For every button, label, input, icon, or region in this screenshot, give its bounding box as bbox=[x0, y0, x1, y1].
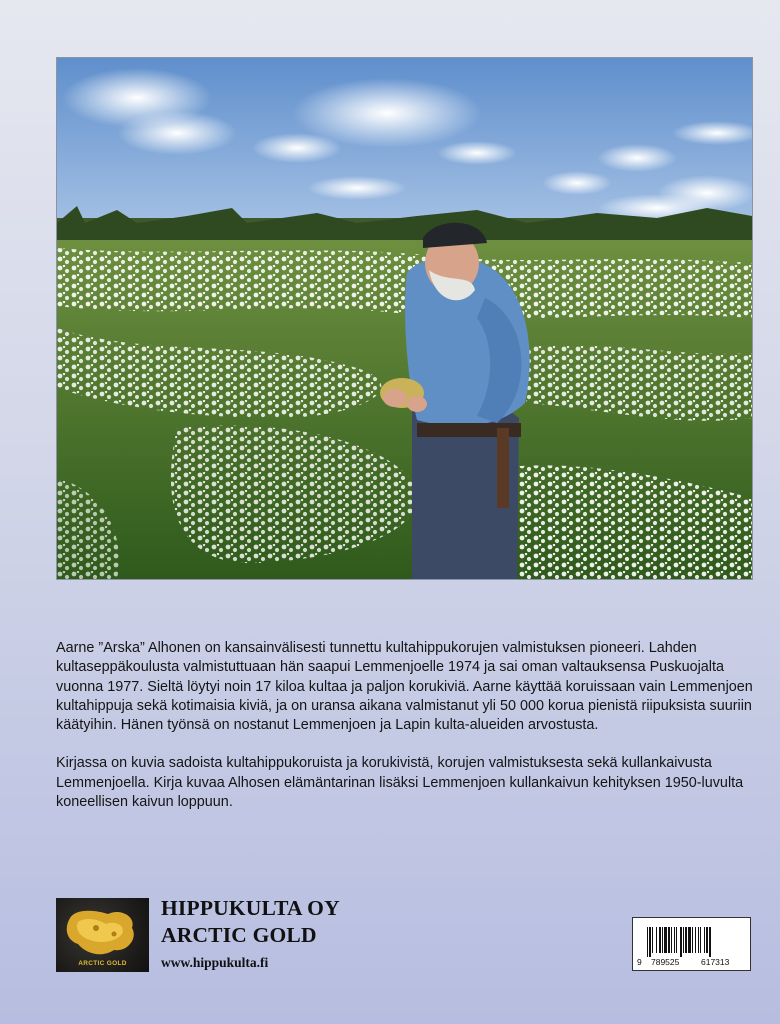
barcode-bar bbox=[652, 927, 653, 953]
barcode-bar bbox=[706, 927, 708, 953]
barcode-bar bbox=[698, 927, 699, 953]
barcode-bar bbox=[680, 927, 682, 957]
barcode-bar bbox=[671, 927, 672, 953]
cover-photo bbox=[56, 57, 753, 580]
barcode-bar bbox=[704, 927, 705, 953]
logo-caption: ARCTIC GOLD bbox=[78, 960, 127, 967]
barcode-bar bbox=[692, 927, 693, 953]
barcode-prefix: 9 bbox=[637, 957, 642, 967]
barcode-bar bbox=[695, 927, 696, 953]
barcode-bar bbox=[656, 927, 657, 953]
publisher-logo bbox=[56, 898, 149, 972]
publisher-name-line-2: ARCTIC GOLD bbox=[161, 923, 317, 947]
barcode-group-1: 789525 bbox=[651, 957, 680, 967]
photo-illustration bbox=[57, 58, 752, 579]
barcode-bar bbox=[700, 927, 701, 953]
barcode-bar bbox=[683, 927, 684, 953]
description-paragraph-1: Aarne ”Arska” Alhonen on kansainvälisesti tunnettu kultahippukorujen valmistuksen pioneeri. Lahden kultaseppäkoulusta valmistuttuaan hän saapui Lemmenjoelle 1974 ja sai oman valtauksensa Puskuojalta vuonna 1977. Sieltä löytyi noin 17 kiloa kultaa ja paljon korukiviä. Aarne käyttää koruissaan vain Lemmenjoen kultahippuja sekä kotimaisia kiviä, ja on uransa aikana valmistanut yli 50 000 korua pienistä riipuksista suuriin käätyihin. Hänen työnsä on nostanut Lemmenjoen ja Lapin kulta-alueiden arvostusta. bbox=[56, 640, 753, 734]
barcode-bar bbox=[685, 927, 687, 953]
barcode-bar bbox=[659, 927, 661, 953]
description-text bbox=[56, 639, 756, 831]
barcode-bar bbox=[688, 927, 691, 953]
publisher-name-line-1: HIPPUKULTA OY bbox=[161, 896, 340, 920]
barcode-bar bbox=[668, 927, 670, 953]
description-paragraph-2: Kirjassa on kuvia sadoista kultahippukoruista ja korukivistä, korujen valmistuksesta sekä kullankaivusta Lemmenjoella. Kirja kuvaa Alhosen elämäntarinan lisäksi Lemmenjoen kullankaivun kehityksen 1950-luvulta koneellisen kaivun loppuun. bbox=[56, 755, 744, 811]
barcode-bar bbox=[649, 927, 651, 957]
barcode-bar bbox=[709, 927, 711, 957]
barcode-bar bbox=[647, 927, 648, 957]
barcode-bar bbox=[674, 927, 675, 953]
barcode-bar bbox=[662, 927, 663, 953]
barcode-group-2: 617313 bbox=[701, 957, 730, 967]
isbn-barcode bbox=[632, 917, 751, 971]
barcode-bar bbox=[676, 927, 677, 953]
publisher-url[interactable]: www.hippukulta.fi bbox=[161, 955, 269, 970]
barcode-bar bbox=[664, 927, 667, 953]
publisher-info bbox=[161, 895, 340, 971]
